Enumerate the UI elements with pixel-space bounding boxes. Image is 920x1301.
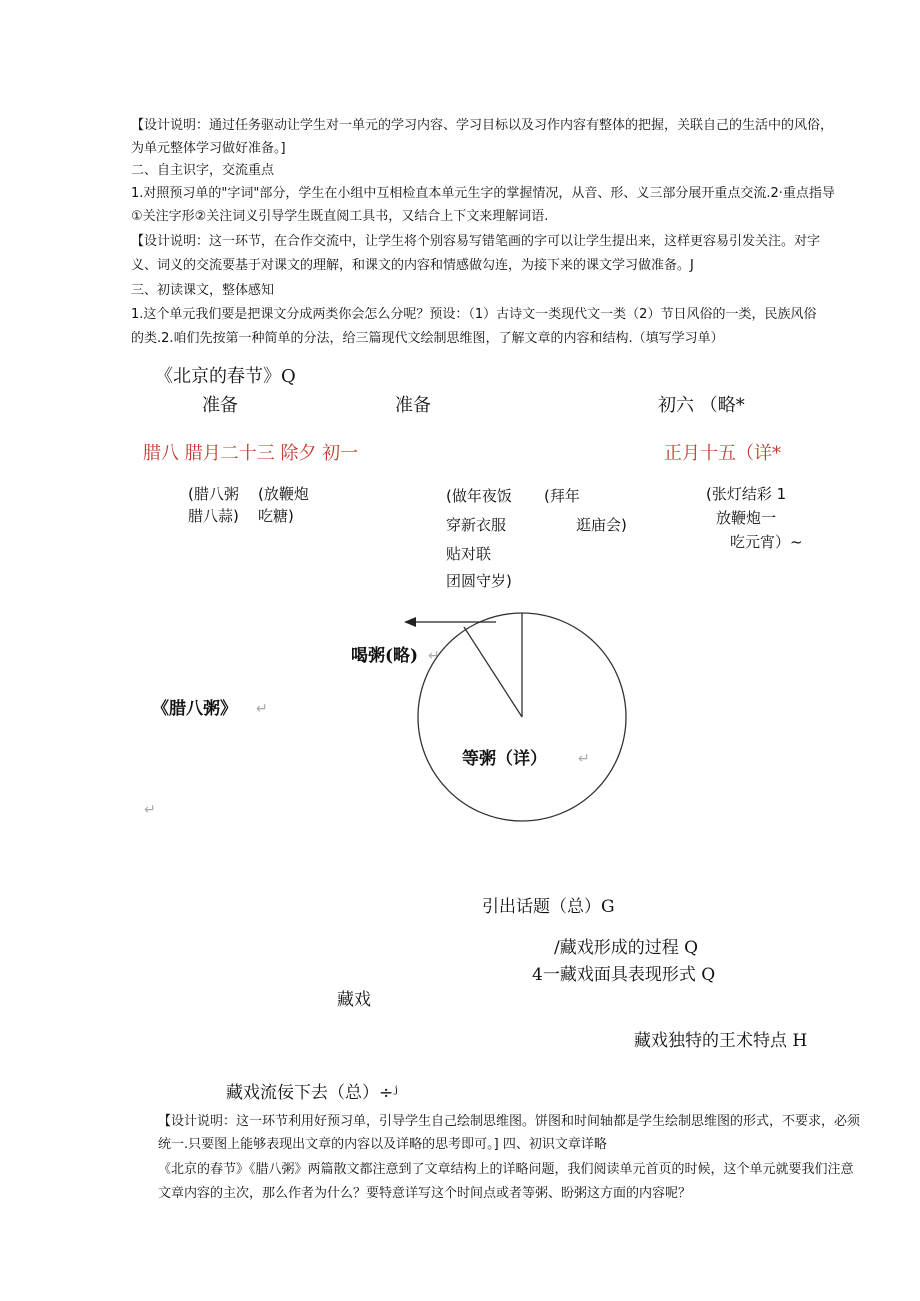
paragraph-3: 《北京的春节》《腊八粥》两篇散文都注意到了文章结构上的详略问题，我们阅读单元首页的时候，这个单元就要我们注意: [158, 1162, 854, 1177]
group-chuxi-4: 团圆守岁): [446, 572, 512, 590]
timeline-prep-1: 准备: [202, 395, 238, 416]
timeline-chuliu: 初六 （略*: [658, 395, 745, 416]
paragraph-1: 1.对照预习单的"字词"部分，学生在小组中互相检直本单元生字的掌握情况，从音、形、义三部分展开重点交流.2·重点指导: [131, 186, 835, 201]
mindmap-intro: 引出话题（总）G: [482, 897, 615, 917]
paragraph-2-cont: 的类.2.咱们先按第一种简单的分法，给三篇现代文绘制思维图，了解文章的内容和结构.（填写学习单）: [131, 331, 724, 346]
group-yuanxiao-1: (张灯结彩 1: [706, 485, 787, 503]
return-mark-icon: ↵: [144, 802, 156, 818]
design-note-3-cont: 统一.只要图上能够表现出文章的内容以及详略的思考即可。] 四、初识文章详略: [158, 1137, 607, 1152]
paragraph-3-cont: 文章内容的主次，那么作者为什么？要特意详写这个时间点或者等粥、盼粥这方面的内容呢？: [158, 1186, 692, 1201]
return-mark-icon: ↵: [256, 701, 268, 717]
group-yuanxiao-3: 吃元宵）~: [730, 533, 803, 551]
design-note-3: 【设计说明：这一环节利用好预习单，引导学生自己绘制思维图。饼图和时间轴都是学生绘制思维图的形式，不要求，必须: [158, 1114, 861, 1129]
section-3-heading: 三、初读课文，整体感知: [131, 283, 275, 298]
design-note-1-cont: 为单元整体学习做好准备。]: [131, 141, 286, 156]
design-note-1: 【设计说明：通过任务驱动让学生对一单元的学习内容、学习目标以及习作内容有整体的把握，关联自己的生活中的风俗，: [131, 118, 834, 133]
group-yuanxiao-2: 放鞭炮一: [716, 509, 777, 527]
paragraph-1-cont: ①关注字形②关注词义引导学生既直阅工具书，又结合上下文来理解词语.: [131, 209, 549, 224]
group-laba-1: (腊八粥: [188, 485, 239, 503]
mindmap-branch-2: 4一藏戏面具表现形式 Q: [532, 965, 716, 985]
arrow-left-icon: [404, 617, 416, 627]
group-chuxi-3: 贴对联: [446, 545, 492, 563]
pie-radius-slice: [464, 627, 522, 717]
mindmap-branch-3: 藏戏独特的王术特点 H: [634, 1031, 808, 1051]
return-mark-icon: ↵: [578, 751, 590, 767]
pie-slice-small-label: 喝粥(略): [351, 646, 419, 666]
design-note-2-cont: 义、词义的交流要基于对课文的理解，和课文的内容和情感做勾连，为接下来的课文学习做准备。J: [131, 258, 694, 273]
pie-title: 《腊八粥》: [152, 699, 237, 719]
group-chuyi-2: 逛庙会): [576, 516, 627, 534]
timeline-prep-2: 准备: [395, 395, 431, 416]
mindmap-end: 藏戏流佞下去（总）÷ʲ: [226, 1083, 398, 1103]
group-xiaonian-1: (放鞭炮: [258, 485, 309, 503]
timeline-dates: 腊八 腊月二十三 除夕 初一: [143, 443, 359, 464]
timeline-title: 《北京的春节》Q: [155, 366, 296, 387]
group-laba-2: 腊八蒜): [188, 507, 239, 525]
design-note-2: 【设计说明：这一环节，在合作交流中，让学生将个别容易写错笔画的字可以让学生提出来，这样更容易引发关注。对字: [131, 234, 821, 249]
return-mark-icon: ↵: [428, 648, 440, 664]
pie-slice-large-label: 等粥（详）: [462, 749, 547, 769]
mindmap-branch-1: /藏戏形成的过程 Q: [554, 938, 699, 958]
mindmap-center: 藏戏: [337, 990, 371, 1010]
group-chuxi-1: (做年夜饭: [446, 487, 512, 505]
paragraph-2: 1.这个单元我们要是把课文分成两类你会怎么分呢？预设：（1）古诗文一类现代文一类（2）节日风俗的一类，民族风俗: [131, 307, 817, 322]
group-chuxi-2: 穿新衣服: [446, 516, 507, 534]
timeline-date-end: 正月十五（详*: [664, 443, 781, 464]
group-chuyi-1: (拜年: [544, 487, 580, 505]
section-2-heading: 二、自主识字，交流重点: [131, 163, 275, 178]
group-xiaonian-2: 吃糖): [258, 507, 294, 525]
